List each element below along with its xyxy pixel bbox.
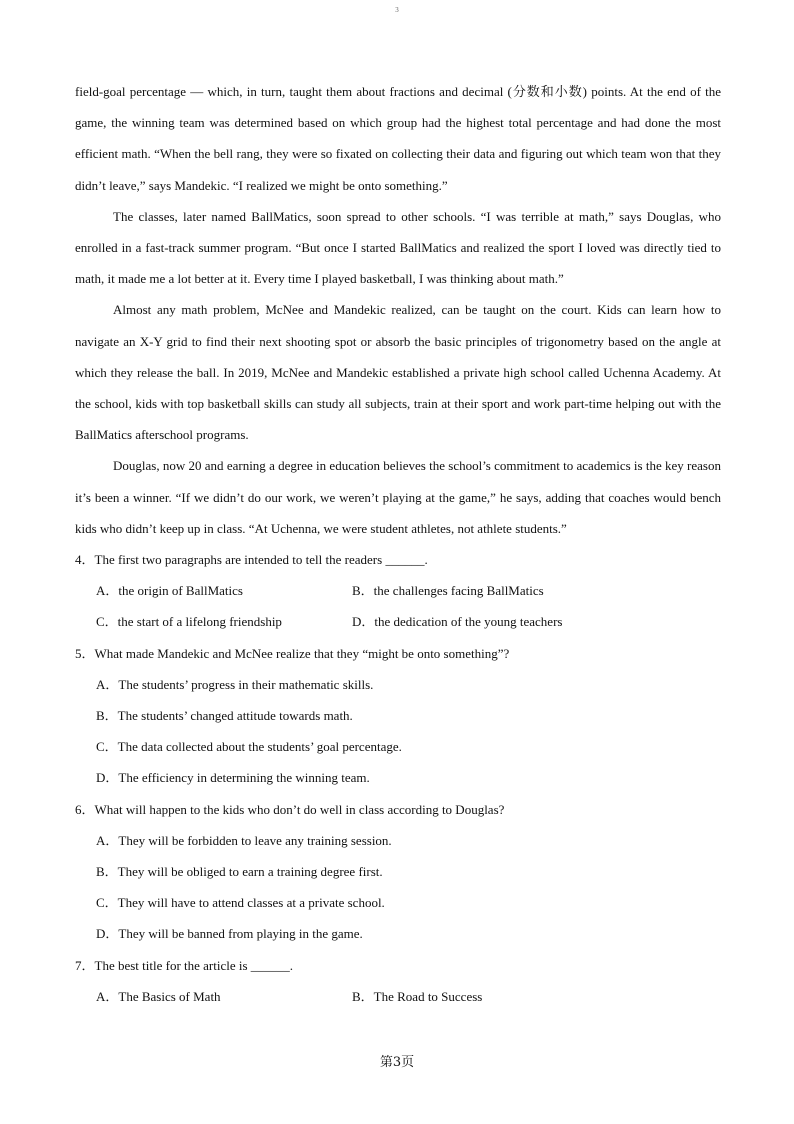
- question-6: [75, 794, 721, 950]
- option-a: A．the origin of BallMatics: [96, 583, 243, 599]
- option-d: D．The efficiency in determining the winning team.: [96, 770, 370, 786]
- option-c: C．The data collected about the students’ goal percentage.: [96, 739, 402, 755]
- option-a: A．The Basics of Math: [96, 988, 221, 1004]
- question-stem: 4．The first two paragraphs are intended to tell the readers ______.: [75, 552, 428, 568]
- question-stem: 5．What made Mandekic and McNee realize that they “might be onto something”?: [75, 645, 510, 661]
- page-number: 第3页: [379, 1055, 415, 1070]
- option-row: [75, 606, 721, 637]
- option-b: B．They will be obliged to earn a training degree first.: [96, 864, 383, 880]
- option-row: [75, 575, 721, 606]
- question-stem: 7．The best title for the article is ______.: [75, 957, 294, 973]
- paragraph-continued: field-goal percentage — which, in turn, taught them about fractions and decimal (分数和小数) points. At the end of the game, the winning team was determined based on which group had the highest total percentage and had done the most efficient math. “When the bell rang, they were so fixated on collecting their data and figuring out which team won that they didn’t leave,” says Mandekic. “I realized we might be onto something.”: [75, 84, 721, 193]
- question-4: [75, 544, 721, 638]
- question-7: [75, 950, 721, 1012]
- option-b: B．The students’ changed attitude towards math.: [96, 708, 353, 724]
- option-b: B．The Road to Success: [352, 988, 483, 1004]
- paragraph-academics-commitment: Douglas, now 20 and earning a degree in education believes the school’s commitment to academics is the key reason it’s been a winner. “If we didn’t do our work, we weren’t playing at the game,” he says, adding that coaches would bench kids who didn’t keep up in class. “At Uchenna, we were student athletes, not athlete students.”: [75, 458, 721, 536]
- option-b: B．the challenges facing BallMatics: [352, 583, 544, 599]
- option-d: D．the dedication of the young teachers: [352, 614, 563, 630]
- question-5: [75, 638, 721, 794]
- option-c: C．They will have to attend classes at a private school.: [96, 895, 385, 911]
- page-content: [75, 76, 721, 1012]
- paragraph-math-on-court: Almost any math problem, McNee and Mandekic realized, can be taught on the court. Kids can learn how to navigate an X-Y grid to find their next shooting spot or absorb the basic principles of trigonometry based on the angle at which they release the ball. In 2019, McNee and Mandekic established a private high school called Uchenna Academy. At the school, kids with top basketball skills can study all subjects, train at their sport and work part-time helping out with the BallMatics afterschool programs.: [75, 302, 721, 443]
- option-d: D．They will be banned from playing in the game.: [96, 926, 363, 942]
- page-mark: 3: [395, 6, 399, 14]
- option-c: C．the start of a lifelong friendship: [96, 614, 282, 630]
- option-row: [75, 981, 721, 1012]
- option-a: A．The students’ progress in their mathematic skills.: [96, 676, 374, 692]
- option-a: A．They will be forbidden to leave any training session.: [96, 832, 392, 848]
- question-stem: 6．What will happen to the kids who don’t do well in class according to Douglas?: [75, 801, 505, 817]
- paragraph-ballmatics-spread: The classes, later named BallMatics, soon spread to other schools. “I was terrible at math,” says Douglas, who enrolled in a fast-track summer program. “But once I started BallMatics and realized the sport I loved was directly tied to math, it made me a lot better at it. Every time I played basketball, I was thinking about math.”: [75, 208, 721, 287]
